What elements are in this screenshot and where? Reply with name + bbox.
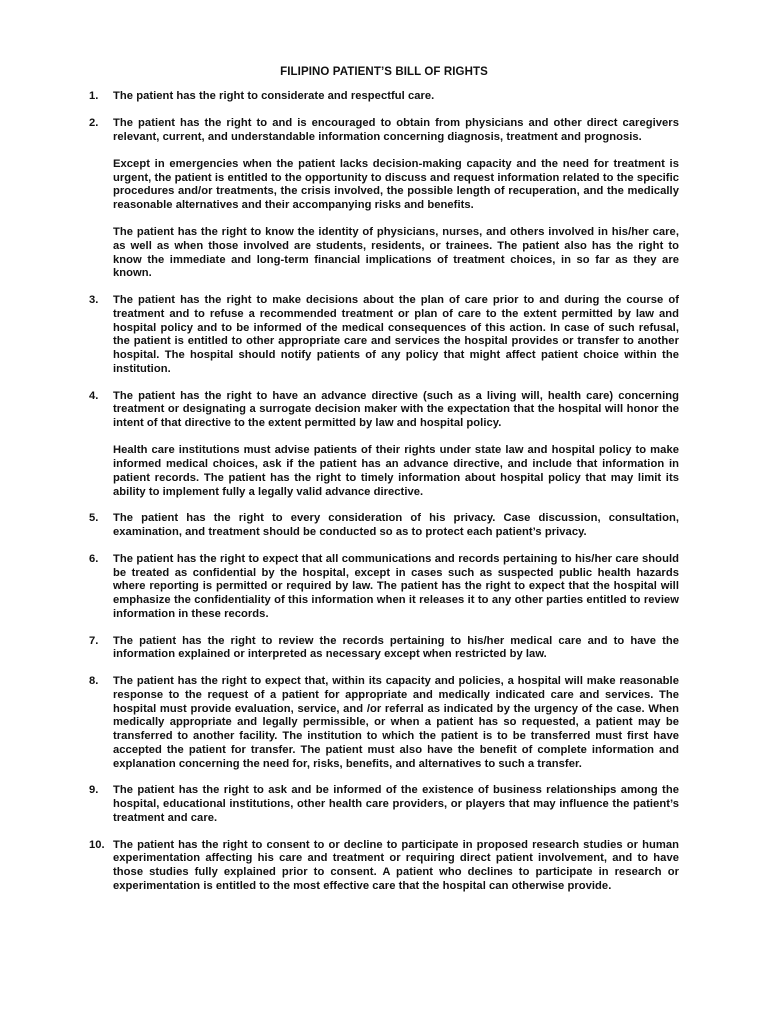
item-paragraph: Health care institutions must advise patients of their rights under state law and hospital policy to make informed medical choices, ask if the patient has an advance directive, and include that information in patient records. The patient has the right to timely information about hospital policy that may limit its ability to implement fully a legally valid advance directive.	[113, 444, 679, 498]
item-paragraph: The patient has the right to review the records pertaining to his/her medical care and to have the information explained or interpreted as necessary except when restricted by law.	[113, 634, 679, 661]
right-item-9	[89, 784, 679, 825]
right-item-2	[89, 117, 679, 281]
item-number: 10.	[89, 838, 105, 851]
right-item-7	[89, 635, 679, 662]
item-paragraph: The patient has the right to consent to or decline to participate in proposed research studies or human experimentation affecting his care and treatment or requiring direct patient involvement, and to have those studies fully explained prior to consent. A patient who declines to participate in research or experimentation is entitled to the most effective care that the hospital can otherwise provide.	[113, 838, 679, 892]
item-number: 7.	[89, 634, 99, 647]
item-number: 5.	[89, 512, 99, 525]
right-item-6	[89, 553, 679, 622]
item-paragraph: The patient has the right to every consideration of his privacy. Case discussion, consultation, examination, and treatment should be conducted so as to protect each patient’s privacy.	[113, 512, 679, 539]
item-paragraph: Except in emergencies when the patient lacks decision-making capacity and the need for treatment is urgent, the patient is entitled to the opportunity to discuss and request information related to the specific procedures and/or treatments, the crisis involved, the possible length of recuperation, and the medically reasonable alternatives and their accompanying risks and benefits.	[113, 157, 679, 211]
item-paragraph: The patient has the right to expect that, within its capacity and policies, a hospital will make reasonable response to the request of a patient for appropriate and medically indicated care and services. The hospital must provide evaluation, service, and /or referral as indicated by the urgency of the case. When medically appropriate and legally permissible, or when a patient has so requested, a patient may be transferred to another facility. The institution to which the patient is to be transferred must first have accepted the patient for transfer. The patient must also have the benefit of complete information and explanation concerning the need for, risks, benefits, and alternatives to such a transfer.	[113, 675, 679, 770]
item-number: 1.	[89, 90, 99, 102]
item-number: 4.	[89, 389, 99, 402]
page-title: FILIPINO PATIENT’S BILL OF RIGHTS	[280, 66, 488, 78]
item-number: 3.	[89, 294, 99, 307]
item-number: 6.	[89, 553, 99, 565]
item-paragraph: The patient has the right to make decisions about the plan of care prior to and during the course of treatment and to refuse a recommended treatment or plan of care to the extent permitted by law and hospital policy and to be informed of the medical consequences of this action. In case of such refusal, the patient is entitled to other appropriate care and services the hospital provides or transfer to another hospital. The hospital should notify patients of any policy that might affect patient choice within the institution.	[113, 294, 679, 375]
item-number: 9.	[89, 784, 99, 797]
item-paragraph: The patient has the right to have an advance directive (such as a living will, health care) concerning treatment or designating a surrogate decision maker with the expectation that the hospital will honor the intent of that directive to the extent permitted by law and hospital policy.	[113, 389, 679, 430]
right-item-8	[89, 675, 679, 771]
right-item-3	[89, 294, 679, 376]
item-paragraph: The patient has the right to considerate and respectful care.	[113, 90, 435, 102]
right-item-5	[89, 512, 679, 539]
item-number: 2.	[89, 116, 99, 129]
right-item-10	[89, 839, 679, 894]
rights-list	[89, 90, 679, 894]
item-paragraph: The patient has the right to expect that all communications and records pertaining to his/her care should be treated as confidential by the hospital, except in cases such as suspected public health hazards where reporting is permitted or required by law. The patient has the right to expect that the hospital will emphasize the confidentiality of this information when it releases it to any other parties entitled to review information in these records.	[113, 553, 679, 620]
right-item-1	[89, 90, 679, 104]
right-item-4	[89, 390, 679, 500]
item-paragraph: The patient has the right to and is encouraged to obtain from physicians and other direct caregivers relevant, current, and understandable information concerning diagnosis, treatment and prognosis.	[113, 116, 679, 143]
item-number: 8.	[89, 675, 99, 688]
item-paragraph: The patient has the right to know the identity of physicians, nurses, and others involved in his/her care, as well as when those involved are students, residents, or trainees. The patient also has the right to know the immediate and long-term financial implications of treatment choices, in so far as they are known.	[113, 226, 679, 280]
item-paragraph: The patient has the right to ask and be informed of the existence of business relationships among the hospital, educational institutions, other health care providers, or players that may influence the patient’s treatment and care.	[113, 784, 679, 824]
